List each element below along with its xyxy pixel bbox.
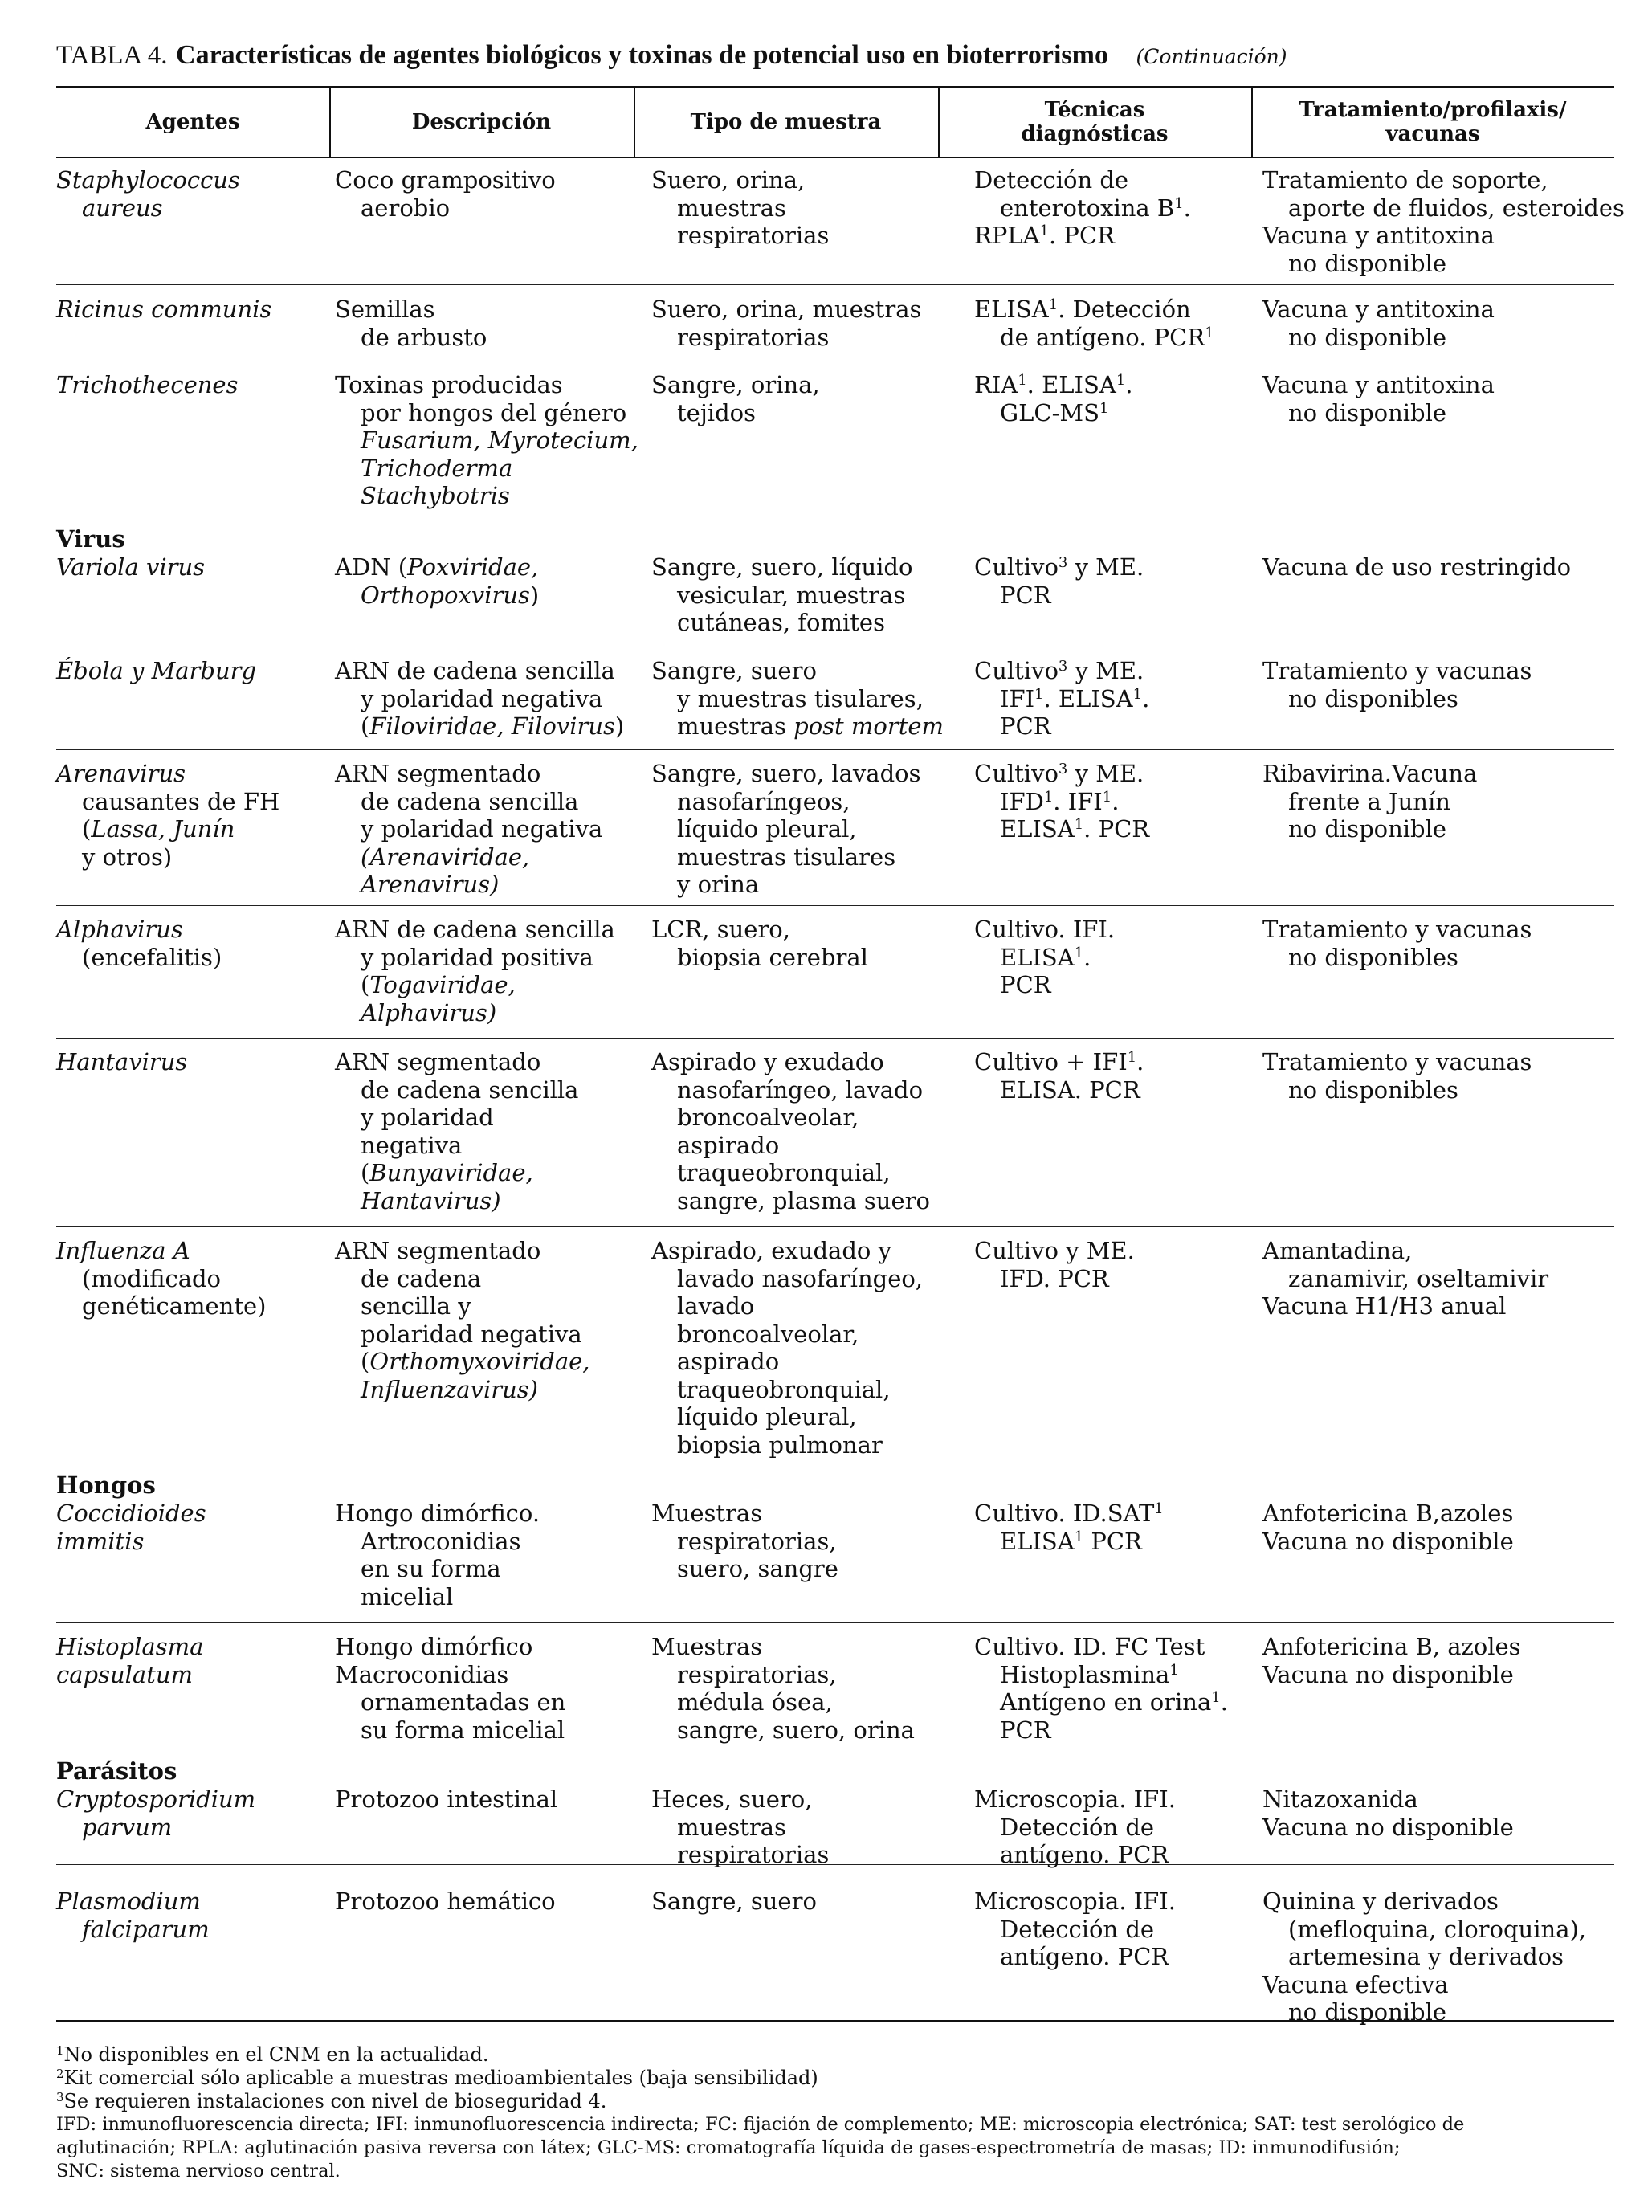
cell-line: Suero, orina, bbox=[651, 166, 806, 194]
table-row-ricinus-treat bbox=[1262, 296, 1495, 351]
cell-line: Influenzavirus) bbox=[361, 1375, 538, 1403]
table-row-cryptosporidium-agent bbox=[56, 1786, 255, 1841]
table-row-staphylococcus-agent bbox=[56, 166, 240, 222]
cell-line: suero, sangre bbox=[677, 1555, 838, 1582]
cell-line: Vacuna no disponible bbox=[1262, 1527, 1514, 1555]
cell-line: muestras post mortem bbox=[677, 712, 944, 740]
cell-line: ELISA$^1$ PCR bbox=[1000, 1527, 1142, 1555]
col-header-diagnostics bbox=[938, 86, 1251, 157]
cell-line: y orina bbox=[677, 871, 760, 898]
cell-line: Hantavirus) bbox=[361, 1186, 501, 1214]
cell-line: Influenza A bbox=[56, 1237, 190, 1264]
cell-line: Anfotericina B,azoles bbox=[1262, 1500, 1514, 1527]
cell-line: respiratorias bbox=[677, 222, 830, 249]
cell-line: no disponible bbox=[1288, 249, 1447, 277]
table-row-histoplasma-treat bbox=[1262, 1633, 1521, 1688]
cell-line: Vacuna de uso restringido bbox=[1262, 553, 1572, 581]
cell-line: aspirado bbox=[677, 1131, 780, 1159]
col-header-treatment-line: vacunas bbox=[1385, 121, 1480, 146]
table-row-coccidioides-agent bbox=[56, 1500, 206, 1555]
table-row-ricinus-desc bbox=[335, 296, 487, 351]
cell-line: ARN de cadena sencilla bbox=[335, 657, 615, 684]
row-separator bbox=[56, 1864, 1614, 1865]
cell-line: (Arenaviridae, bbox=[361, 843, 530, 871]
cell-line: muestras bbox=[677, 1813, 786, 1841]
table-row-variola-diag bbox=[974, 553, 1144, 609]
cell-line: nasofaríngeo, lavado bbox=[677, 1075, 924, 1104]
cell-line: Staphylococcus bbox=[56, 166, 240, 194]
table-row-plasmodium-sample bbox=[651, 1888, 817, 1916]
cell-line: líquido pleural, bbox=[677, 815, 857, 843]
row-separator bbox=[56, 1226, 1614, 1227]
table-row-influenza-treat bbox=[1262, 1237, 1548, 1320]
cell-line: Artroconidias bbox=[361, 1527, 521, 1555]
table-row-arenavirus-diag bbox=[974, 760, 1149, 843]
cell-line: parvum bbox=[82, 1813, 173, 1841]
cell-line: Tratamiento y vacunas bbox=[1262, 1048, 1532, 1075]
cell-line: Trichoderma bbox=[361, 454, 513, 482]
cell-line: Cultivo y ME. bbox=[974, 1237, 1135, 1264]
table-row-staphylococcus-diag bbox=[974, 166, 1191, 250]
cell-line: de cadena sencilla bbox=[361, 1075, 579, 1104]
cell-line: Ribavirina.Vacuna bbox=[1262, 760, 1478, 787]
table-row-ebola-sample bbox=[651, 657, 944, 741]
cell-line: Stachybotris bbox=[361, 482, 510, 509]
col-header-sample-text: Tipo de muestra bbox=[690, 109, 882, 134]
cell-line: no disponible bbox=[1288, 1998, 1447, 2026]
cell-line: PCR bbox=[1000, 712, 1051, 740]
cell-line: (Orthomyxoviridae, bbox=[361, 1348, 590, 1375]
table-row-alphavirus-treat bbox=[1262, 916, 1532, 971]
table-row-hantavirus-desc bbox=[335, 1048, 578, 1214]
table-row-ebola-diag bbox=[974, 657, 1149, 741]
table-row-influenza-diag bbox=[974, 1237, 1135, 1292]
cell-line: y muestras tisulares, bbox=[677, 684, 924, 712]
cell-line: muestras tisulares bbox=[677, 843, 896, 871]
cell-line: falciparum bbox=[82, 1915, 210, 1943]
cell-line: sangre, suero, orina bbox=[677, 1716, 915, 1744]
col-header-diagnostics-line: Técnicas bbox=[1044, 97, 1145, 122]
cell-line: ARN segmentado bbox=[335, 1048, 541, 1075]
cell-line: ADN (Poxviridae, bbox=[335, 553, 539, 581]
continuation-label: (Continuación) bbox=[1136, 45, 1287, 68]
cell-line: (Togaviridae, bbox=[361, 971, 516, 998]
cell-line: zanamivir, oseltamivir bbox=[1288, 1264, 1549, 1292]
cell-line: no disponible bbox=[1288, 815, 1447, 843]
cell-line: Cultivo$^3$ y ME. bbox=[974, 760, 1144, 787]
cell-line: biopsia cerebral bbox=[677, 943, 868, 971]
cell-line: Amantadina, bbox=[1262, 1237, 1413, 1264]
cell-line: aureus bbox=[82, 194, 163, 222]
cell-line: ELISA$^1$. Detección bbox=[974, 296, 1191, 323]
cell-line: Cryptosporidium bbox=[56, 1786, 256, 1813]
cell-line: Vacuna y antitoxina bbox=[1262, 222, 1495, 249]
cell-line: de cadena bbox=[361, 1264, 482, 1292]
col-header-agents bbox=[56, 86, 329, 157]
table-row-cryptosporidium-diag bbox=[974, 1786, 1176, 1869]
cell-line: y polaridad positiva bbox=[361, 943, 593, 971]
cell-line: Tratamiento y vacunas bbox=[1262, 657, 1532, 684]
cell-line: negativa bbox=[361, 1131, 463, 1159]
table-row-staphylococcus-sample bbox=[651, 166, 829, 250]
row-separator bbox=[56, 1622, 1614, 1623]
cell-line: Fusarium, Myrotecium, bbox=[361, 426, 638, 454]
col-header-agents-text: Agentes bbox=[145, 109, 240, 134]
cell-line: y polaridad negativa bbox=[361, 684, 603, 712]
table-row-hantavirus-diag bbox=[974, 1048, 1144, 1104]
table-row-variola-agent bbox=[56, 553, 205, 582]
cell-line: LCR, suero, bbox=[651, 916, 790, 943]
table-row-alphavirus-desc bbox=[335, 916, 615, 1026]
abbreviations-line: IFD: inmunofluorescencia directa; IFI: inmunofluorescencia indirecta; FC: fijación de complemento; ME: microscopia electrónica; SAT: test serológico de bbox=[56, 2114, 1465, 2135]
cell-line: genéticamente) bbox=[82, 1292, 267, 1320]
cell-line: Toxinas producidas bbox=[335, 371, 563, 398]
cell-line: en su forma bbox=[361, 1555, 501, 1582]
cell-line: Arenavirus) bbox=[361, 871, 500, 898]
col-header-description bbox=[329, 86, 634, 157]
cell-line: respiratorias, bbox=[677, 1527, 837, 1555]
cell-line: no disponible bbox=[1288, 323, 1447, 351]
cell-line: y otros) bbox=[82, 843, 173, 871]
cell-line: Protozoo hemático bbox=[335, 1888, 556, 1915]
cell-line: antígeno. PCR bbox=[1000, 1943, 1169, 1970]
cell-line: frente a Junín bbox=[1288, 787, 1450, 815]
table-number: TABLA 4. bbox=[56, 41, 168, 70]
cell-line: (Bunyaviridae, bbox=[361, 1159, 533, 1186]
cell-line: RPLA$^1$. PCR bbox=[974, 222, 1115, 249]
cell-line: sangre, plasma suero bbox=[677, 1186, 930, 1214]
cell-line: respiratorias, bbox=[677, 1660, 837, 1688]
table-row-variola-desc bbox=[335, 553, 539, 609]
cell-line: Vacuna efectiva bbox=[1262, 1970, 1449, 1998]
abbreviations-line: aglutinación; RPLA: aglutinación pasiva reversa con látex; GLC-MS: cromatografía líquida de gases-espectrometría de masas; ID: inmunodifusión; bbox=[56, 2137, 1401, 2158]
cell-line: causantes de FH bbox=[82, 787, 280, 815]
cell-line: Orthopoxvirus) bbox=[361, 581, 540, 609]
table-row-cryptosporidium-treat bbox=[1262, 1786, 1514, 1841]
col-header-treatment-line: Tratamiento/profilaxis/ bbox=[1299, 97, 1567, 122]
cell-line: Sangre, suero bbox=[651, 657, 817, 684]
table-row-coccidioides-sample bbox=[651, 1500, 838, 1583]
section-parasitos: Parásitos bbox=[56, 1757, 177, 1785]
table-row-arenavirus-desc bbox=[335, 760, 602, 899]
cell-line: ARN de cadena sencilla bbox=[335, 916, 615, 943]
table-row-influenza-agent bbox=[56, 1237, 267, 1320]
table-row-histoplasma-diag bbox=[974, 1633, 1228, 1744]
cell-line: GLC-$MS^1$ bbox=[1000, 398, 1109, 426]
cell-line: Detección de bbox=[974, 166, 1129, 194]
cell-line: Quinina y derivados bbox=[1262, 1888, 1499, 1915]
abbreviations-line: SNC: sistema nervioso central. bbox=[56, 2161, 341, 2181]
cell-line: tejidos bbox=[677, 398, 756, 426]
cell-line: Sangre, suero bbox=[651, 1888, 817, 1915]
cell-line: capsulatum bbox=[56, 1660, 194, 1688]
cell-line: médula ósea, bbox=[677, 1688, 833, 1716]
cell-line: Detección de bbox=[1000, 1915, 1155, 1943]
cell-line: ARN segmentado bbox=[335, 1237, 541, 1264]
cell-line: Microscopia. IFI. bbox=[974, 1786, 1176, 1813]
cell-line: Arenavirus bbox=[56, 760, 186, 787]
cell-line: Sangre, orina, bbox=[651, 371, 820, 398]
col-header-description-text: Descripción bbox=[411, 109, 552, 134]
row-separator bbox=[56, 284, 1614, 285]
cell-line: Sangre, suero, lavados bbox=[651, 760, 921, 787]
table-row-coccidioides-desc bbox=[335, 1500, 540, 1610]
row-separator bbox=[56, 1038, 1614, 1039]
cell-line: Muestras bbox=[651, 1500, 763, 1527]
table-row-hantavirus-treat bbox=[1262, 1048, 1532, 1104]
cell-line: micelial bbox=[361, 1582, 454, 1610]
table-row-trichothecenes-desc bbox=[335, 371, 638, 510]
table-title bbox=[56, 39, 1287, 73]
cell-line: (Lassa, Junín bbox=[82, 815, 235, 843]
cell-line: muestras bbox=[677, 194, 786, 222]
table-row-hantavirus-sample bbox=[651, 1048, 930, 1214]
cell-line: IFD$^1$. IFI$^1$. bbox=[1000, 787, 1120, 815]
table-row-arenavirus-sample bbox=[651, 760, 920, 899]
cell-line: immitis bbox=[56, 1527, 145, 1555]
table-row-alphavirus-sample bbox=[651, 916, 868, 971]
cell-line: Vacuna H1/H3 anual bbox=[1262, 1292, 1507, 1320]
col-header-treatment bbox=[1251, 86, 1614, 157]
cell-line: de cadena sencilla bbox=[361, 787, 579, 815]
cell-line: (encefalitis) bbox=[82, 943, 222, 971]
cell-line: IFI$^1$. ELISA$^1$. bbox=[1000, 684, 1150, 712]
cell-line: traqueobronquial, bbox=[677, 1159, 891, 1186]
cell-line: Tratamiento y vacunas bbox=[1262, 916, 1532, 943]
cell-line: ARN segmentado bbox=[335, 760, 541, 787]
table-row-plasmodium-agent bbox=[56, 1888, 210, 1943]
table-row-histoplasma-sample bbox=[651, 1633, 915, 1744]
cell-line: Coccidioides bbox=[56, 1500, 206, 1527]
table-row-hantavirus-agent bbox=[56, 1048, 187, 1076]
cell-line: Cultivo$^3$ y ME. bbox=[974, 657, 1144, 684]
cell-line: ELISA$^1$. PCR bbox=[1000, 815, 1150, 843]
cell-line: no disponibles bbox=[1288, 684, 1458, 712]
cell-line: Vacuna no disponible bbox=[1262, 1813, 1514, 1841]
table-row-trichothecenes-treat bbox=[1262, 371, 1495, 426]
cell-line: Coco grampositivo bbox=[335, 166, 556, 194]
table-row-alphavirus-diag bbox=[974, 916, 1115, 999]
table-row-alphavirus-agent bbox=[56, 916, 222, 971]
cell-line: vesicular, muestras bbox=[677, 581, 906, 609]
cell-line: Ébola y Marburg bbox=[56, 657, 257, 684]
cell-line: Histoplasma bbox=[56, 1633, 204, 1660]
cell-line: Cultivo$^3$ y ME. bbox=[974, 553, 1144, 581]
cell-line: polaridad negativa bbox=[361, 1320, 582, 1348]
cell-line: IFD. PCR bbox=[1000, 1264, 1109, 1292]
table-row-ricinus-agent bbox=[56, 296, 271, 324]
table-row-staphylococcus-treat bbox=[1262, 166, 1625, 277]
cell-line: aporte de fluidos, esteroides bbox=[1288, 194, 1625, 222]
cell-line: Macroconidias bbox=[335, 1660, 509, 1688]
cell-line: antígeno. PCR bbox=[1000, 1841, 1169, 1868]
cell-line: Microscopia. IFI. bbox=[974, 1888, 1176, 1915]
cell-line: biopsia pulmonar bbox=[677, 1430, 883, 1459]
cell-line: ELISA. PCR bbox=[1000, 1075, 1140, 1104]
cell-line: ornamentadas en bbox=[361, 1688, 566, 1716]
cell-line: Hongo dimórfico bbox=[335, 1633, 533, 1660]
cell-line: Vacuna no disponible bbox=[1262, 1660, 1514, 1688]
table-row-plasmodium-desc bbox=[335, 1888, 556, 1916]
cell-line: artemesina y derivados bbox=[1288, 1943, 1564, 1970]
cell-line: (modificado bbox=[82, 1264, 222, 1292]
cell-line: líquido pleural, bbox=[677, 1403, 857, 1430]
footnote-2: $^2$Kit comercial sólo aplicable a muestras medioambientales (baja sensibilidad) bbox=[56, 2066, 818, 2089]
cell-line: Histoplasmina$^1$ bbox=[1000, 1660, 1179, 1688]
cell-line: (Filoviridae, Filovirus) bbox=[361, 712, 625, 740]
cell-line: broncoalveolar, bbox=[677, 1104, 859, 1131]
cell-line: y polaridad bbox=[361, 1104, 494, 1131]
cell-line: Suero, orina, muestras bbox=[651, 296, 922, 323]
cell-line: respiratorias bbox=[677, 1841, 830, 1868]
table-row-histoplasma-agent bbox=[56, 1633, 203, 1688]
table-row-ricinus-sample bbox=[651, 296, 921, 351]
cell-line: cutáneas, fomites bbox=[677, 609, 885, 636]
cell-line: aerobio bbox=[361, 194, 451, 222]
row-separator bbox=[56, 749, 1614, 750]
cell-line: Muestras bbox=[651, 1633, 763, 1660]
cell-line: Aspirado, exudado y bbox=[651, 1237, 891, 1264]
cell-line: RIA$^1$. ELISA$^1$. bbox=[974, 371, 1133, 398]
table-row-staphylococcus-desc bbox=[335, 166, 556, 222]
cell-line: Cultivo. IFI. bbox=[974, 916, 1116, 943]
cell-line: Plasmodium bbox=[56, 1888, 201, 1915]
cell-line: sencilla y bbox=[361, 1292, 471, 1320]
col-header-diagnostics-line: diagnósticas bbox=[1021, 121, 1169, 146]
cell-line: traqueobronquial, bbox=[677, 1375, 891, 1403]
cell-line: PCR bbox=[1000, 971, 1051, 998]
cell-line: Ricinus communis bbox=[56, 296, 272, 323]
cell-line: Antígeno en orina$^1$. bbox=[1000, 1688, 1228, 1716]
table-row-arenavirus-treat bbox=[1262, 760, 1477, 843]
cell-line: Nitazoxanida bbox=[1262, 1786, 1418, 1813]
table-row-histoplasma-desc bbox=[335, 1633, 565, 1744]
table-row-trichothecenes-sample bbox=[651, 371, 820, 426]
footnote-1: $^1$No disponibles en el CNM en la actualidad. bbox=[56, 2043, 489, 2066]
table-row-plasmodium-diag bbox=[974, 1888, 1176, 1971]
footnote-3: $^3$Se requieren instalaciones con nivel de bioseguridad 4. bbox=[56, 2089, 607, 2112]
table-row-coccidioides-treat bbox=[1262, 1500, 1514, 1555]
table-row-trichothecenes-diag bbox=[974, 371, 1132, 426]
table-row-cryptosporidium-sample bbox=[651, 1786, 829, 1869]
cell-line: Semillas bbox=[335, 296, 435, 323]
cell-line: respiratorias bbox=[677, 323, 830, 351]
section-hongos: Hongos bbox=[56, 1471, 156, 1499]
cell-line: Alphavirus bbox=[56, 916, 183, 943]
table-row-ebola-desc bbox=[335, 657, 624, 741]
table-row-ebola-treat bbox=[1262, 657, 1532, 712]
cell-line: Cultivo. ID.SAT$^1$ bbox=[974, 1500, 1164, 1527]
cell-line: de antígeno. PCR$^1$ bbox=[1000, 323, 1214, 351]
table-row-arenavirus-agent bbox=[56, 760, 279, 871]
section-virus: Virus bbox=[56, 525, 125, 553]
cell-line: lavado nasofaríngeo, bbox=[677, 1264, 924, 1292]
cell-line: Heces, suero, bbox=[651, 1786, 813, 1813]
cell-line: no disponibles bbox=[1288, 943, 1458, 971]
cell-line: Alphavirus) bbox=[361, 998, 497, 1026]
cell-line: Sangre, suero, líquido bbox=[651, 553, 913, 581]
table-row-trichothecenes-agent bbox=[56, 371, 238, 399]
cell-line: Aspirado y exudado bbox=[651, 1048, 884, 1075]
table-row-ebola-agent bbox=[56, 657, 256, 685]
cell-line: Trichothecenes bbox=[56, 371, 239, 398]
cell-line: PCR bbox=[1000, 1716, 1051, 1744]
footnotes bbox=[56, 2043, 1464, 2183]
table-row-influenza-desc bbox=[335, 1237, 589, 1403]
cell-line: PCR bbox=[1000, 581, 1051, 609]
cell-line: Cultivo. ID. FC Test bbox=[974, 1633, 1205, 1660]
cell-line: (mefloquina, cloroquina), bbox=[1288, 1915, 1587, 1943]
cell-line: Tratamiento de soporte, bbox=[1262, 166, 1548, 194]
cell-line: broncoalveolar, bbox=[677, 1320, 859, 1348]
cell-line: ELISA$^1$. bbox=[1000, 943, 1091, 971]
cell-line: lavado bbox=[677, 1292, 755, 1320]
cell-line: Vacuna y antitoxina bbox=[1262, 371, 1495, 398]
col-header-sample bbox=[634, 86, 938, 157]
cell-line: aspirado bbox=[677, 1348, 780, 1375]
cell-line: Hongo dimórfico. bbox=[335, 1500, 540, 1527]
table-row-ricinus-diag bbox=[974, 296, 1214, 351]
table-row-variola-treat bbox=[1262, 553, 1571, 582]
cell-line: Variola virus bbox=[56, 553, 206, 581]
cell-line: y polaridad negativa bbox=[361, 815, 603, 843]
cell-line: Vacuna y antitoxina bbox=[1262, 296, 1495, 323]
cell-line: no disponibles bbox=[1288, 1075, 1458, 1104]
row-separator bbox=[56, 905, 1614, 906]
table-row-coccidioides-diag bbox=[974, 1500, 1164, 1555]
cell-line: Detección de bbox=[1000, 1813, 1155, 1841]
table-row-influenza-sample bbox=[651, 1237, 923, 1459]
table-caption: Características de agentes biológicos y toxinas de potencial uso en bioterrorismo bbox=[176, 40, 1108, 70]
cell-line: Cultivo + $IFI^1$. bbox=[974, 1048, 1144, 1075]
table-row-plasmodium-treat bbox=[1262, 1888, 1586, 2026]
cell-line: por hongos del género bbox=[361, 398, 627, 426]
cell-line: Hantavirus bbox=[56, 1048, 188, 1075]
table-row-variola-sample bbox=[651, 553, 912, 637]
cell-line: nasofaríngeos, bbox=[677, 787, 850, 815]
cell-line: Protozoo intestinal bbox=[335, 1786, 558, 1813]
cell-line: su forma micelial bbox=[361, 1716, 565, 1744]
table-row-cryptosporidium-desc bbox=[335, 1786, 557, 1814]
cell-line: de arbusto bbox=[361, 323, 487, 351]
cell-line: no disponible bbox=[1288, 398, 1447, 426]
cell-line: enterotoxina $B^1$. bbox=[1000, 194, 1191, 222]
cell-line: Anfotericina B, azoles bbox=[1262, 1633, 1521, 1660]
